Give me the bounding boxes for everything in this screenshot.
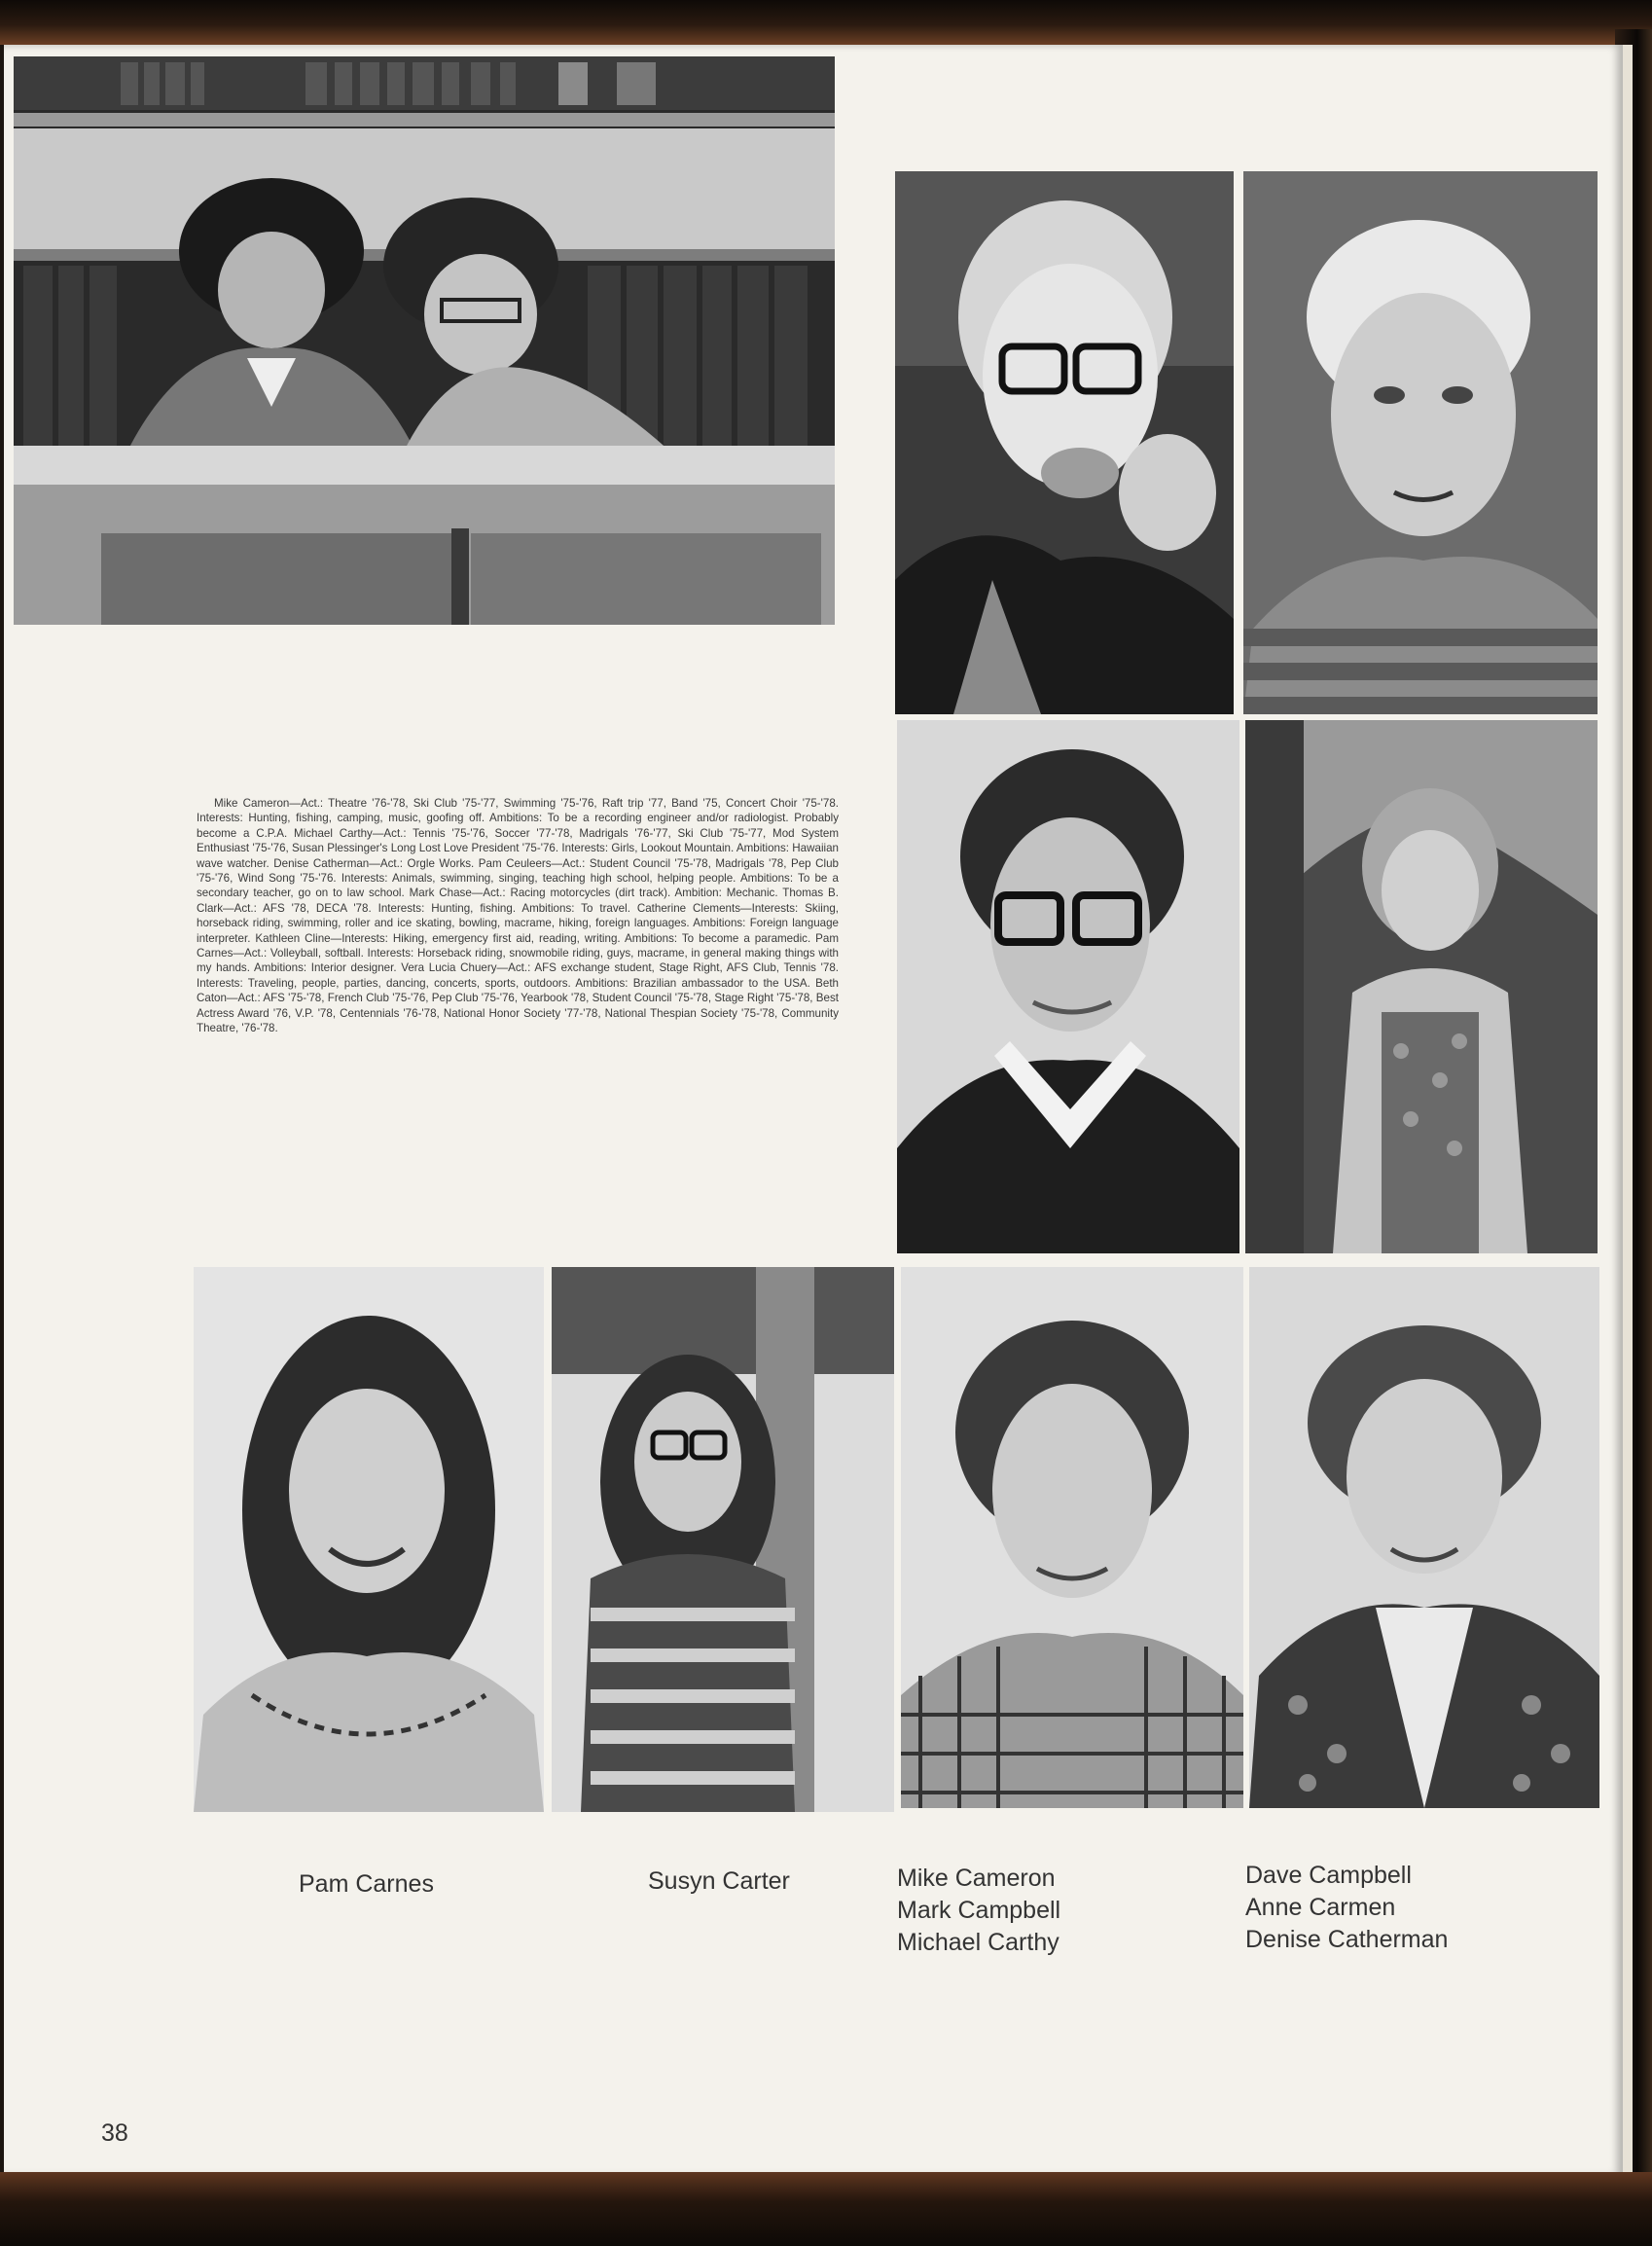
page-number: 38 [101, 2119, 128, 2147]
book-binding-top [0, 0, 1652, 45]
student-name: Pam Carnes [299, 1870, 434, 1898]
caption-column-1 [299, 1868, 434, 1901]
student-name: Mike Cameron [897, 1865, 1056, 1892]
portrait-photo [897, 720, 1239, 1253]
portrait-photo [194, 1267, 544, 1812]
student-name: Michael Carthy [897, 1929, 1059, 1956]
student-activities-bio: Mike Cameron—Act.: Theatre '76-'78, Ski Club '75-'77, Swimming '75-'76, Raft trip '77, Band '75, Concert Choir '75-'78. Interests: Hunting, fishing, camping, music, goofing off. Ambitions: To be a recording engineer and/or radiologist. Probably become a C.P.A. Michael Carthy—Act.: Tennis '75-'76, Soccer '77-'78, Madrigals '76-'77, Ski Club '75-'77, Mod System Enthusiast '75-'76, Susan Plessinger's Long Lost Love President '75-'76. Interests: Girls, Lookout Mountain. Ambitions: Hawaiian wave watcher. Denise Catherman—Act.: Orgle Works. Pam Ceuleers—Act.: Student Council '75-'78, Madrigals '78, Pep Club '75-'76, Wind Song '75-'76. Interests: Animals, swimming, singing, teaching high school, helping people. Ambitions: To be a secondary teacher, go on to law school. Mark Chase—Act.: Racing motorcycles (dirt track). Ambition: Mechanic. Thomas B. Clark—Act.: AFS '78, DECA '78. Interests: Hunting, fishing. Ambitions: To travel. Catherine Clements—Interests: Skiing, horseback riding, swimming, roller and ice skating, bowling, macrame, hiking, foreign languages. Ambitions: Foreign language interpreter. Kathleen Cline—Interests: Hiking, emergency first aid, reading, writing. Ambitions: To become a paramedic. Pam Carnes—Act.: Volleyball, softball. Interests: Horseback riding, snowmobile riding, guys, macrame, in general making things with my hands. Ambitions: Interior designer. Vera Lucia Chuery—Act.: AFS exchange student, Stage Right, AFS Club, Tennis '78. Interests: Traveling, people, parties, dancing, concerts, sports, outdoors. Ambitions: Brazilian ambassador to the USA. Beth Caton—Act.: AFS '75-'78, French Club '75-'76, Pep Club '75-'76, Yearbook '78, Student Council '75-'78, Stage Right '75-'78, Best Actress Award '76, V.P. '78, Centennials '76-'78, National Honor Society '77-'78, National Thespian Society '75-'78, Community Theatre, '76-'78. [197, 797, 839, 1035]
yearbook-page [4, 45, 1633, 2176]
student-name: Denise Catherman [1245, 1926, 1449, 1953]
caption-column-2 [648, 1866, 790, 1898]
student-name: Dave Campbell [1245, 1862, 1412, 1889]
portrait-photo [1249, 1267, 1599, 1808]
caption-column-4 [1245, 1860, 1448, 1956]
portrait-photo [1243, 171, 1598, 714]
portrait-photo [901, 1267, 1243, 1808]
caption-column-3 [897, 1863, 1060, 1959]
portrait-photo [1245, 720, 1598, 1253]
portrait-photo [552, 1267, 894, 1812]
student-name: Mark Campbell [897, 1897, 1061, 1924]
portrait-photo [895, 171, 1234, 714]
book-binding-bottom [0, 2172, 1652, 2246]
candid-library-photo [14, 56, 835, 625]
student-name: Anne Carmen [1245, 1894, 1396, 1921]
student-name: Susyn Carter [648, 1867, 790, 1895]
